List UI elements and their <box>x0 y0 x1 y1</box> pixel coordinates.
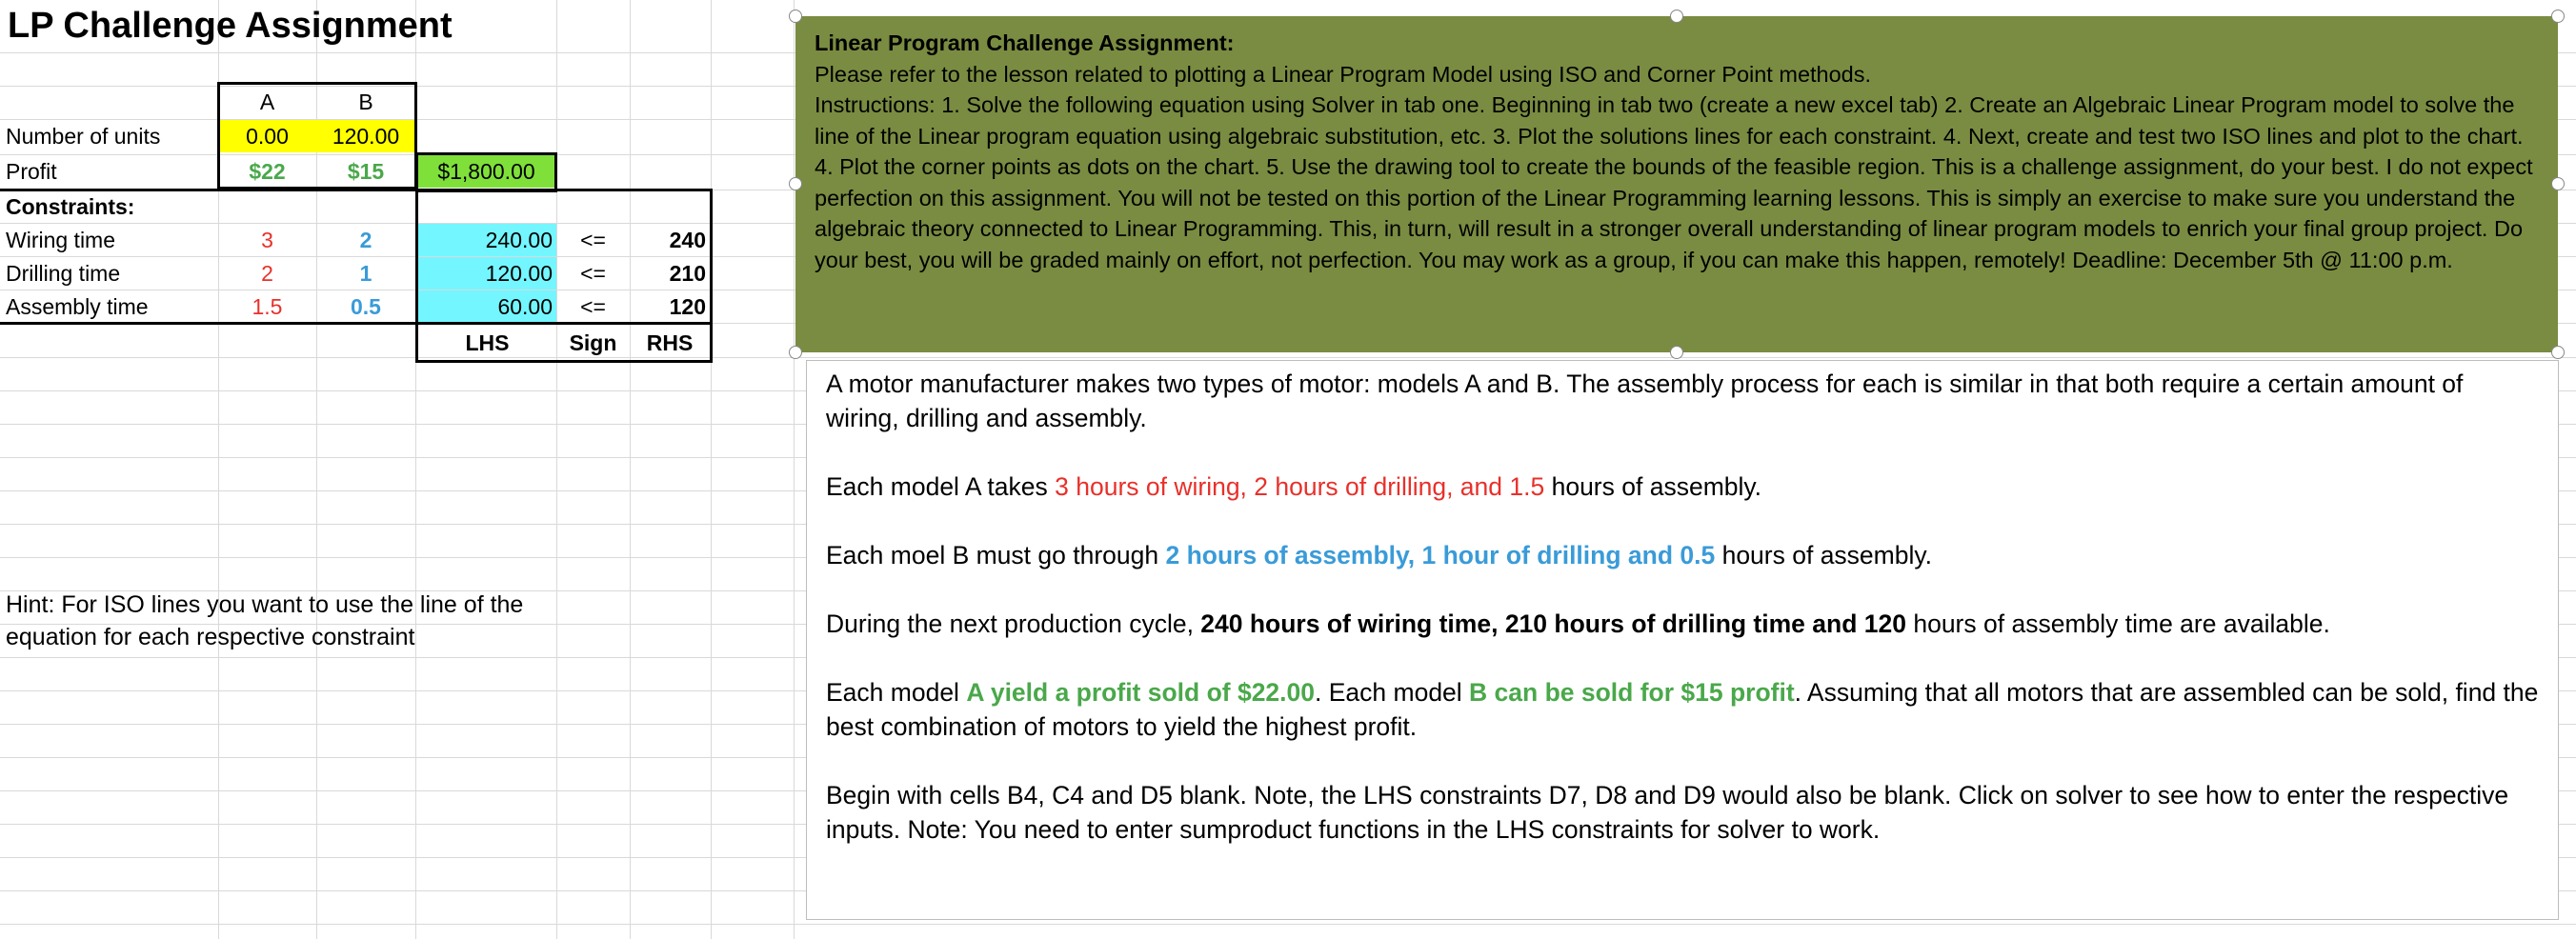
sign-header[interactable]: Sign <box>569 330 617 355</box>
wiring-a-cell[interactable]: 3 <box>261 228 273 252</box>
ab-header-border <box>217 82 417 190</box>
story-paragraph-2: Each model A takes 3 hours of wiring, 2 hours of drilling, and 1.5 hours of assembly. <box>826 472 1762 501</box>
assembly-sign-cell[interactable]: <= <box>580 294 606 319</box>
resize-handle-top[interactable] <box>1670 10 1683 23</box>
wiring-lhs-cell[interactable]: 240.00 <box>418 224 556 256</box>
assembly-rhs-cell[interactable]: 120 <box>669 294 706 319</box>
wiring-rhs-cell[interactable]: 240 <box>669 228 706 252</box>
drilling-lhs-cell[interactable]: 120.00 <box>418 257 556 290</box>
assembly-lhs-cell[interactable]: 60.00 <box>418 290 556 323</box>
total-profit-cell[interactable]: $1,800.00 <box>418 155 554 188</box>
wiring-b-cell[interactable]: 2 <box>359 228 372 252</box>
story-paragraph-6: Begin with cells B4, C4 and D5 blank. Note, the LHS constraints D7, D8 and D9 would also be blank. Click on solver to see how to enter the respective inputs. Note: You need to enter sumproduct functions in the LHS constraints for solver to work. <box>826 781 2509 844</box>
resize-handle-bottom-left[interactable] <box>789 346 802 359</box>
assembly-b-cell[interactable]: 0.5 <box>351 294 381 319</box>
units-b-cell[interactable]: 120.00 <box>316 120 415 152</box>
hint-line-2: equation for each respective constraint <box>6 624 415 650</box>
profit-a-cell[interactable]: $22 <box>249 159 286 184</box>
resize-handle-bottom[interactable] <box>1670 346 1683 359</box>
story-paragraph-4: During the next production cycle, 240 hours of wiring time, 210 hours of drilling time and 120 hours of assembly time are available. <box>826 609 2330 638</box>
story-paragraph-1: A motor manufacturer makes two types of motor: models A and B. The assembly process for each is similar in that both require a certain amount of wiring, drilling and assembly. <box>826 370 2464 432</box>
drilling-b-cell[interactable]: 1 <box>359 261 372 286</box>
row-label-assembly[interactable]: Assembly time <box>6 294 149 319</box>
profit-bottom-border <box>0 189 418 191</box>
row-label-profit[interactable]: Profit <box>6 159 57 184</box>
profit-b-cell[interactable]: $15 <box>347 159 385 184</box>
instructions-body: Instructions: 1. Solve the following equation using Solver in tab one. Beginning in tab two (create a new excel tab) 2. Create an Algebraic Linear Program model to solve the line of the Linear program equation using algebraic substitution, etc. 3. Plot the solutions lines for each constraint. 4. Next, create and test two ISO lines and plot to the chart. 4. Plot the corner points as dots on the chart. 5. Use the drawing tool to create the bounds of the feasible region. This is a challenge assignment, do your best. I do not expect perfection on this assignment. You will not be tested on this portion of the Linear Programming learning lessons. This is simply an exercise to make sure you understand the algebraic theory connected to Linear Programming. This, in turn, will result in a stronger overall understanding of linear program models to enrich your final group project. Do your best, you will be graded mainly on effort, not perfection. You may work as a group, if you can make this happen, remotely! Deadline: December 5th @ 11:00 p.m. <box>815 92 2533 272</box>
hint-line-1: Hint: For ISO lines you want to use the line of the <box>6 591 524 618</box>
constraints-bottom-border <box>0 322 418 325</box>
total-profit-border <box>415 152 557 192</box>
model-a-profit: A yield a profit sold of $22.00 <box>966 678 1316 707</box>
model-a-hours: 3 hours of wiring, 2 hours of drilling, and 1.5 <box>1055 472 1545 501</box>
constraints-label[interactable]: Constraints: <box>6 194 135 219</box>
model-b-hours: 2 hours of assembly, 1 hour of drilling and 0.5 <box>1165 541 1716 569</box>
drilling-rhs-cell[interactable]: 210 <box>669 261 706 286</box>
story-paragraph-3: Each moel B must go through 2 hours of assembly, 1 hour of drilling and 0.5 hours of assembly. <box>826 541 1933 569</box>
drilling-sign-cell[interactable]: <= <box>580 261 606 286</box>
rhs-header[interactable]: RHS <box>646 330 694 355</box>
assembly-a-cell[interactable]: 1.5 <box>252 294 283 319</box>
hint-text[interactable] <box>6 589 596 653</box>
instructions-intro: Please refer to the lesson related to plotting a Linear Program Model using ISO and Corner Point methods. <box>815 61 1872 87</box>
lhs-header[interactable]: LHS <box>465 330 510 355</box>
resize-handle-top-left[interactable] <box>789 10 802 23</box>
col-header-b[interactable]: B <box>358 90 373 114</box>
col-header-a[interactable]: A <box>259 90 275 114</box>
row-label-units[interactable]: Number of units <box>6 124 161 149</box>
row-label-wiring[interactable]: Wiring time <box>6 228 116 252</box>
drilling-a-cell[interactable]: 2 <box>261 261 273 286</box>
lhs-rhs-border <box>415 189 713 363</box>
sheet-title: LP Challenge Assignment <box>8 6 453 46</box>
wiring-sign-cell[interactable]: <= <box>580 228 606 252</box>
available-hours: 240 hours of wiring time, 210 hours of drilling time and 120 <box>1200 609 1906 638</box>
lhs-rhs-divider <box>415 322 713 325</box>
resize-handle-bottom-right[interactable] <box>2551 346 2565 359</box>
instructions-heading: Linear Program Challenge Assignment: <box>815 30 1235 55</box>
resize-handle-right[interactable] <box>2551 177 2565 190</box>
row-label-drilling[interactable]: Drilling time <box>6 261 121 286</box>
problem-textbox[interactable] <box>806 360 2559 920</box>
story-paragraph-5: Each model A yield a profit sold of $22.00. Each model B can be sold for $15 profit. Assuming that all motors that are assembled can be sold, find the best combination of motors to yield the highest profit. <box>826 678 2539 741</box>
resize-handle-left[interactable] <box>789 177 802 190</box>
resize-handle-top-right[interactable] <box>2551 10 2565 23</box>
instructions-textbox[interactable] <box>795 16 2558 352</box>
units-a-cell[interactable]: 0.00 <box>218 120 316 152</box>
lhs-left-border <box>415 189 418 363</box>
model-b-profit: B can be sold for $15 profit <box>1469 678 1795 707</box>
